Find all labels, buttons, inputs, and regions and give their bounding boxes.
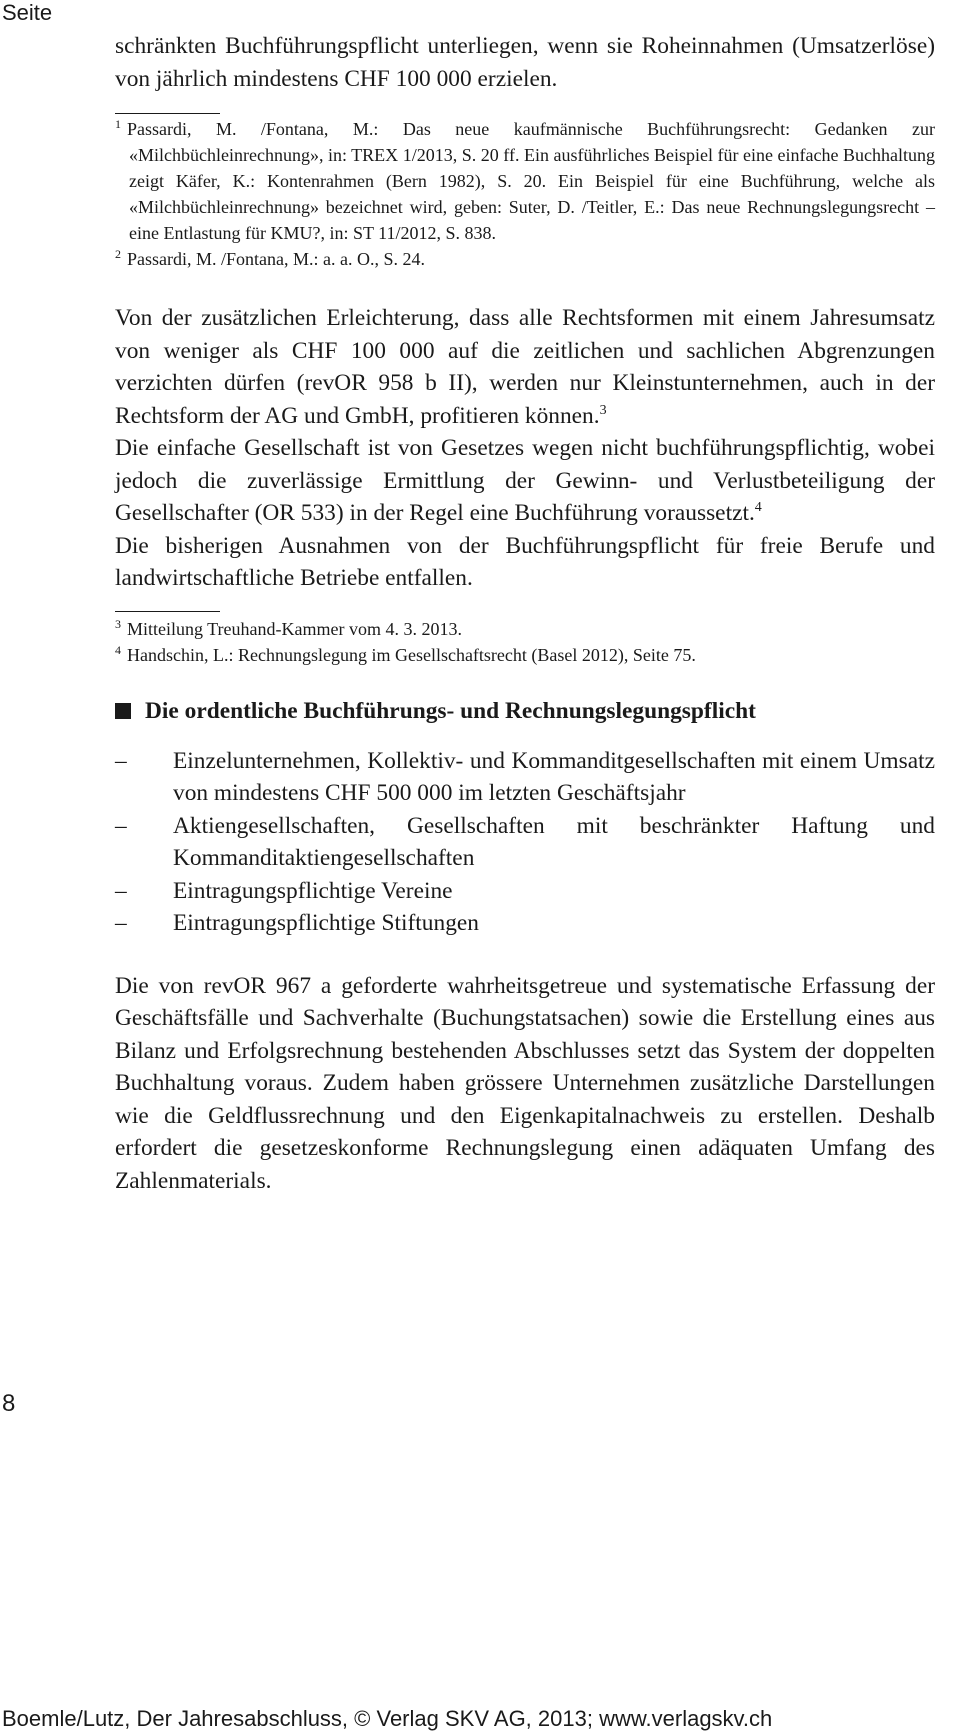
paragraph-intro: schränkten Buchführungspflicht unterliegen, wenn sie Roheinnahmen (Umsatzerlöse) von jährlich mindestens CHF 100 000 erzielen. (115, 33, 935, 92)
list-item-text: Aktiengesellschaften, Gesellschaften mit beschränkter Haftung und Kommanditaktiengesellschaften (173, 812, 935, 871)
dash-bullet: – (115, 812, 127, 839)
dash-bullet: – (115, 747, 127, 774)
footnote-3 (115, 616, 935, 642)
footnote-rule-bottom (115, 611, 220, 612)
list-item (115, 745, 935, 810)
footnote-text: Mitteilung Treuhand-Kammer vom 4. 3. 2013. (127, 618, 462, 639)
page-number: 8 (2, 1390, 16, 1417)
footnotes-top (115, 116, 935, 272)
footnote-text: Passardi, M. /Fontana, M.: a. a. O., S. 24. (127, 249, 425, 269)
footnote-4 (115, 642, 935, 668)
list-item (115, 810, 935, 875)
section-heading-text: Die ordentliche Buchführungs- und Rechnungslegungspflicht (145, 697, 756, 724)
dash-bullet: – (115, 910, 127, 936)
obligation-list (115, 745, 935, 940)
page-footer: Boemle/Lutz, Der Jahresabschluss, © Verlag SKV AG, 2013; www.verlagskv.ch (2, 1706, 773, 1731)
list-item (115, 907, 935, 940)
paragraph-block (115, 302, 935, 595)
paragraph-text: Die einfache Gesellschaft ist von Gesetzes wegen nicht buchführungspflichtig, wobei jedoch die zuverlässige Ermittlung der Gewinn- und Verlustbeteiligung der Gesellschafter (OR 533) in der Regel eine Buchführung voraussetzt. (115, 435, 935, 526)
square-bullet-icon (115, 703, 131, 719)
page-content (115, 30, 935, 1197)
footnote-1 (115, 116, 935, 246)
list-item (115, 875, 935, 908)
list-item-text: Eintragungspflichtige Vereine (173, 877, 453, 904)
dash-bullet: – (115, 877, 127, 904)
footnote-number: 4 (115, 642, 121, 657)
list-item-text: Einzelunternehmen, Kollektiv- und Kommanditgesellschaften mit einem Umsatz von mindestens CHF 500 000 im letzten Geschäftsjahr (173, 747, 935, 806)
footnote-text: Handschin, L.: Rechnungslegung im Gesellschaftsrecht (Basel 2012), Seite 75. (127, 644, 696, 665)
section-heading (115, 698, 935, 725)
paragraph-einfache-gesellschaft (115, 432, 935, 530)
footnotes-bottom (115, 616, 935, 668)
paragraph-text: Von der zusätzlichen Erleichterung, dass alle Rechtsformen mit einem Jahresumsatz von weniger als CHF 100 000 auf die zeitlichen und sachlichen Abgrenzungen verzichten dürfen (revOR 958 b II), werden nur Kleinstunternehmen, auch in der Rechtsform der AG und GmbH, profitieren können. (115, 305, 935, 429)
footnote-reference: 3 (599, 402, 607, 418)
list-item-text: Eintragungspflichtige Stiftungen (173, 910, 479, 936)
footnote-2 (115, 246, 935, 272)
footnote-number: 3 (115, 616, 121, 631)
footnote-number: 2 (115, 247, 121, 261)
paragraph-ausnahmen: Die bisherigen Ausnahmen von der Buchführungspflicht für freie Berufe und landwirtschaftliche Betriebe entfallen. (115, 532, 935, 591)
footnote-text: Passardi, M. /Fontana, M.: Das neue kaufmännische Buchführungsrecht: Gedanken zur «Milchbüchleinrechnung», in: TREX 1/2013, S. 20 ff. Ein ausführliches Beispiel für eine einfache Buchhaltung zeigt Käfer, K.: Kontenrahmen (Bern 1982), S. 20. Ein Beispiel für eine Buchführung, welche als «Milchbüchleinrechnung» bezeichnet wird, geben: Suter, D. /Teitler, E.: Das neue Rechnungslegungsrecht – eine Entlastung für KMU?, in: ST 11/2012, S. 838. (127, 119, 935, 243)
footnote-rule-top (115, 113, 220, 114)
footnote-reference: 4 (754, 500, 762, 515)
running-head: Seite (2, 0, 53, 25)
paragraph-doppelte-buchhaltung: Die von revOR 967 a geforderte wahrheitsgetreue und systematische Erfassung der Geschäftsfälle und Sachverhalte (Buchungstatsachen) sowie die Erstellung eines aus Bilanz und Erfolgsrechnung bestehenden Abschlusses setzt das System der doppelten Buchhaltung voraus. Zudem haben grössere Unternehmen zusätzliche Darstellungen wie die Geldflussrechnung und den Eigenkapitalnachweis zu erstellen. Deshalb erfordert die gesetzeskonforme Rechnungslegung einen adäquaten Umfang des Zahlenmaterials. (115, 972, 935, 1194)
paragraph-erleichterung (115, 302, 935, 432)
footnote-number: 1 (115, 117, 121, 131)
